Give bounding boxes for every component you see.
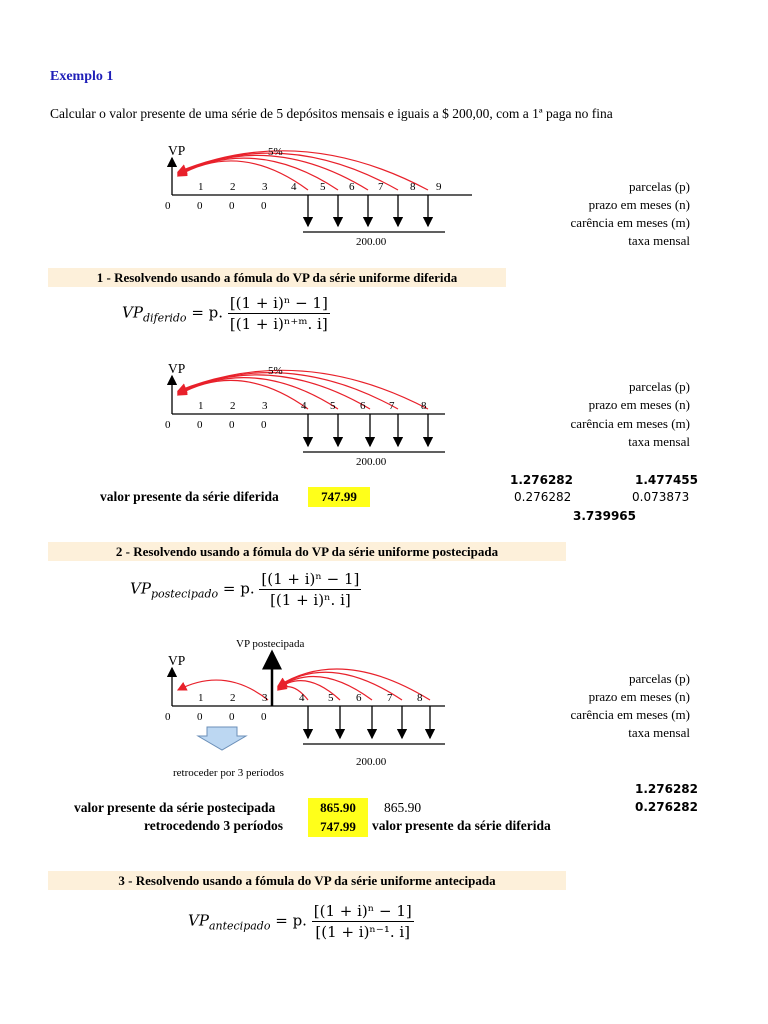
label-parcelas-3: parcelas (p)	[629, 671, 690, 686]
period-3-8: 8	[417, 692, 423, 704]
period-2-6: 6	[360, 400, 366, 412]
calc1-d: 0.073873	[632, 490, 690, 504]
retro-label: retroceder por 3 períodos	[173, 767, 284, 779]
rate-label-1: 5%	[268, 146, 283, 158]
zero-2-2: 0	[197, 419, 203, 431]
zero-3-4: 0	[261, 711, 267, 723]
label-carencia-1: carência em meses (m)	[570, 215, 690, 230]
result1-value: 747.99	[308, 487, 370, 507]
period-6: 6	[349, 181, 355, 193]
section-2-header: 2 - Resolvendo usando a fómula do VP da série uniforme postecipada	[48, 542, 566, 561]
period-2-4: 4	[301, 400, 307, 412]
result2-value-plain: 865.90	[384, 800, 422, 815]
diagram-2	[172, 370, 445, 452]
zero-2: 0	[197, 200, 203, 212]
period-3-5: 5	[328, 692, 334, 704]
zero-3: 0	[229, 200, 235, 212]
zero-4: 0	[261, 200, 267, 212]
label-carencia-2: carência em meses (m)	[570, 416, 690, 431]
period-2-1: 1	[198, 400, 204, 412]
period-3-4: 4	[299, 692, 305, 704]
down-arrow-icon	[198, 727, 246, 750]
label-prazo-1: prazo em meses (n)	[588, 197, 690, 212]
calc1-e: 3.739965	[573, 509, 637, 523]
period-2-2: 2	[230, 400, 236, 412]
label-prazo-2: prazo em meses (n)	[588, 397, 690, 412]
deposit-2: 200.00	[356, 456, 387, 468]
vp-label-3: VP	[168, 653, 186, 668]
result2-value: 865.90	[308, 798, 368, 818]
label-taxa-3: taxa mensal	[628, 725, 690, 740]
period-2-8: 8	[421, 400, 427, 412]
diagram-3	[172, 652, 445, 750]
calc1-a: 1.276282	[510, 473, 574, 487]
zero-2-3: 0	[229, 419, 235, 431]
intro-text: Calcular o valor presente de uma série de 5 depósitos mensais e iguais a $ 200,00, com a 1ª paga no fina	[50, 106, 613, 121]
zero-3-2: 0	[197, 711, 203, 723]
calc2-b: 0.276282	[635, 800, 699, 814]
period-2-5: 5	[330, 400, 336, 412]
deposit-1: 200.00	[356, 236, 387, 248]
result1-label: valor presente da série diferida	[100, 489, 279, 504]
label-prazo-3: prazo em meses (n)	[588, 689, 690, 704]
calc1-c: 0.276282	[514, 490, 572, 504]
rate-label-2: 5%	[268, 365, 283, 377]
zero-2-4: 0	[261, 419, 267, 431]
deposit-3: 200.00	[356, 756, 387, 768]
period-1: 1	[198, 181, 204, 193]
zero-1: 0	[165, 200, 171, 212]
retro-result-value: 747.99	[308, 817, 368, 837]
formula-2: $VP_{postecipado} = p$. $\frac{\text{[(1 + i)ⁿ − 1]}}{\text{[(1 + i)ⁿ. i]}}$	[130, 570, 360, 609]
page-title: Exemplo 1	[50, 69, 114, 84]
period-3-7: 7	[387, 692, 393, 704]
formula-1: $VP_{diferido} = p$. $\frac{\text{[(1 + i)ⁿ − 1]}}{\text{[(1 + i)ⁿ⁺ᵐ. i]}}$	[122, 294, 328, 333]
period-8: 8	[410, 181, 416, 193]
period-2-7: 7	[389, 400, 395, 412]
retro-result-label: retrocedendo 3 períodos	[144, 818, 283, 833]
vp-label-2: VP	[168, 361, 186, 376]
period-3: 3	[262, 181, 268, 193]
period-5: 5	[320, 181, 326, 193]
result2-label: valor presente da série postecipada	[74, 800, 276, 815]
period-3-1: 1	[198, 692, 204, 704]
zero-3-1: 0	[165, 711, 171, 723]
label-parcelas-1: parcelas (p)	[629, 179, 690, 194]
label-carencia-3: carência em meses (m)	[570, 707, 690, 722]
period-7: 7	[378, 181, 384, 193]
vp-label-1: VP	[168, 143, 186, 158]
period-4: 4	[291, 181, 297, 193]
period-9: 9	[436, 181, 442, 193]
period-2: 2	[230, 181, 236, 193]
section-3-header: 3 - Resolvendo usando a fómula do VP da série uniforme antecipada	[48, 871, 566, 890]
vp-postecipada-label: VP postecipada	[236, 638, 305, 650]
period-2-3: 3	[262, 400, 268, 412]
label-taxa-2: taxa mensal	[628, 434, 690, 449]
zero-2-1: 0	[165, 419, 171, 431]
calc2-a: 1.276282	[635, 782, 699, 796]
period-3-6: 6	[356, 692, 362, 704]
label-taxa-1: taxa mensal	[628, 233, 690, 248]
section-1-header: 1 - Resolvendo usando a fómula do VP da série uniforme diferida	[48, 268, 506, 287]
label-parcelas-2: parcelas (p)	[629, 379, 690, 394]
calc1-b: 1.477455	[635, 473, 699, 487]
period-3-3: 3	[262, 692, 268, 704]
diferida-label: valor presente da série diferida	[372, 818, 551, 833]
formula-3: $VP_{antecipado} = p$. $\frac{\text{[(1 + i)ⁿ − 1]}}{\text{[(1 + i)ⁿ⁻¹. i]}}$	[188, 902, 412, 941]
period-3-2: 2	[230, 692, 236, 704]
zero-3-3: 0	[229, 711, 235, 723]
